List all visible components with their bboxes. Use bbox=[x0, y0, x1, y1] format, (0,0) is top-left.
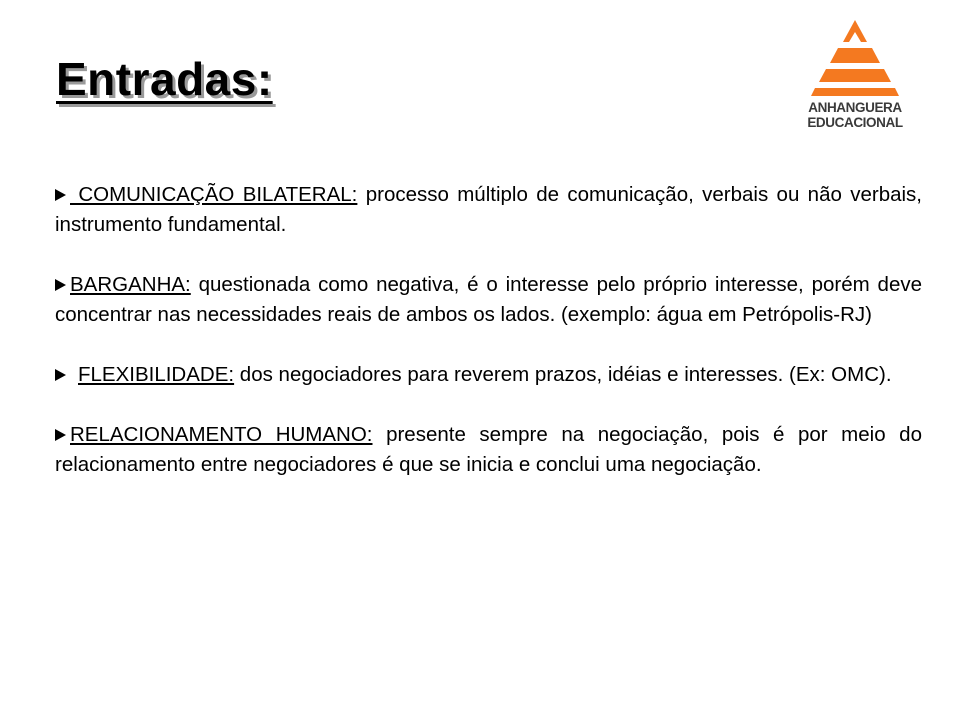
bullet-term: FLEXIBILIDADE: bbox=[78, 363, 235, 386]
bullet-relacionamento bbox=[55, 420, 922, 480]
bullet-flexibilidade bbox=[55, 360, 922, 390]
bullet-term: COMUNICAÇÃO BILATERAL: bbox=[70, 183, 358, 206]
bullet-list bbox=[55, 180, 922, 480]
arrow-bullet-icon bbox=[55, 369, 66, 381]
logo-line-2: EDUCACIONAL bbox=[807, 115, 903, 130]
anhanguera-logo bbox=[798, 18, 912, 140]
arrow-bullet-icon bbox=[55, 429, 66, 441]
arrow-bullet-icon bbox=[55, 279, 66, 291]
arrow-bullet-icon bbox=[55, 189, 66, 201]
logo-text bbox=[798, 100, 912, 130]
bullet-text: questionada como negativa, é o interesse pelo próprio interesse, porém deve concentrar nas necessidades reais de ambos os lados. (exemplo: água em Petrópolis-RJ) bbox=[55, 273, 922, 326]
bullet-text: processo múltiplo de comunicação, verbais ou não verbais, instrumento fundamental. bbox=[55, 183, 922, 236]
slide-title: Entradas: bbox=[56, 53, 273, 105]
bullet-barganha bbox=[55, 270, 922, 330]
bullet-text: dos negociadores para reverem prazos, idéias e interesses. (Ex: OMC). bbox=[234, 363, 892, 386]
logo-line-1: ANHANGUERA bbox=[808, 100, 902, 115]
triangle-logo-icon bbox=[798, 18, 912, 98]
bullet-text: presente sempre na negociação, pois é por meio do relacionamento entre negociadores é que se inicia e conclui uma negociação. bbox=[55, 423, 922, 476]
bullet-comunicacao bbox=[55, 180, 922, 240]
bullet-term: RELACIONAMENTO HUMANO: bbox=[70, 423, 373, 446]
bullet-term: BARGANHA: bbox=[70, 273, 191, 296]
